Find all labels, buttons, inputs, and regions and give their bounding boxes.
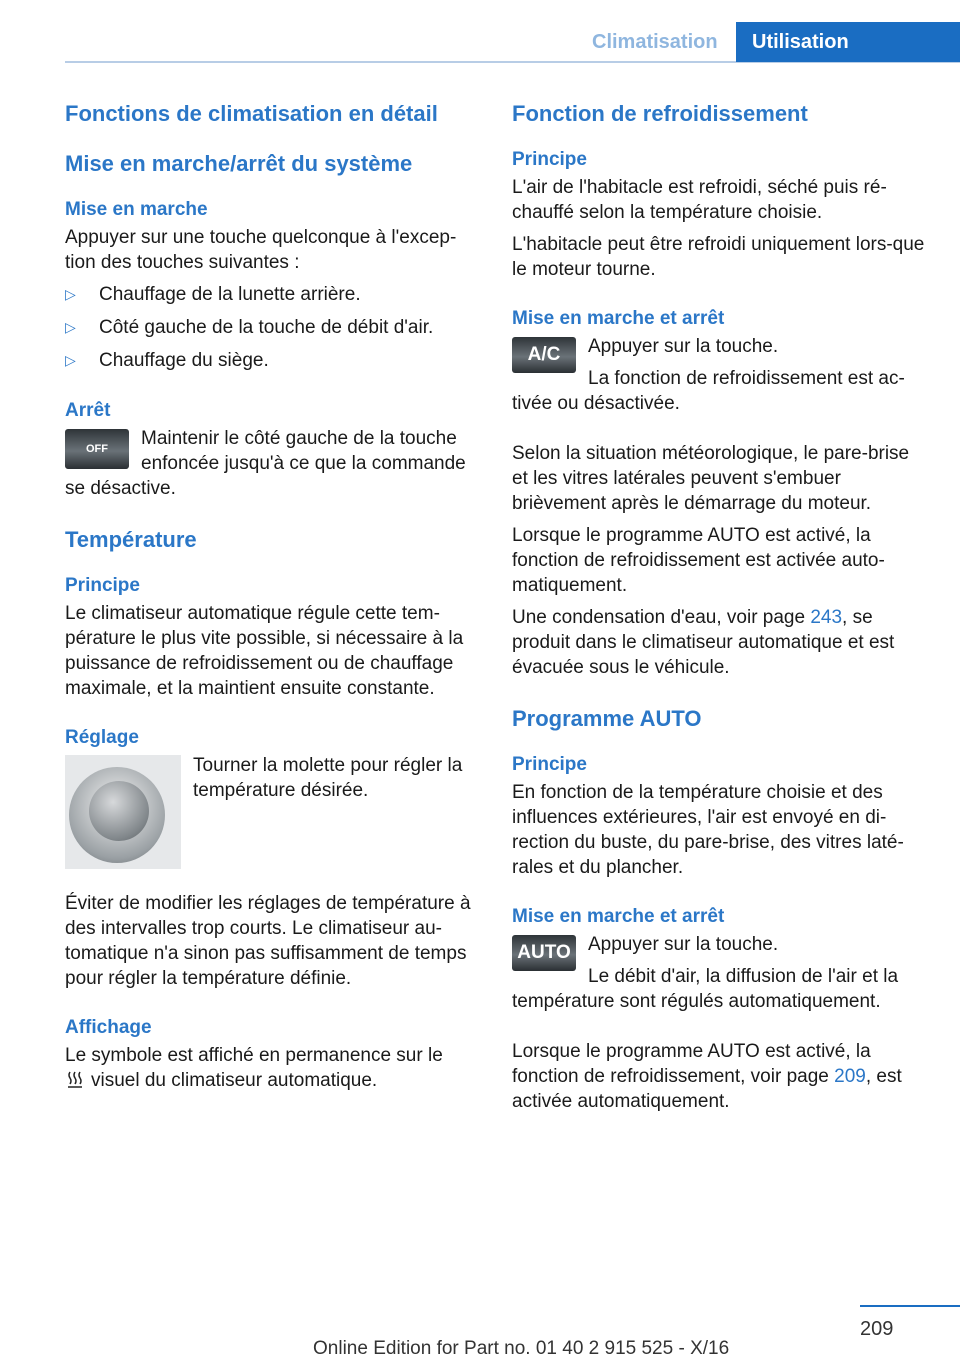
header-tab-active[interactable]: Utilisation — [736, 22, 960, 62]
triangle-bullet-icon: ▷ — [65, 286, 76, 302]
paragraph-principe: Le climatiseur automatique régule cette tem-pérature le plus vite possible, si nécessaire à la puissance de refroidissement ou de chauffage maximale, et la maintient ensuite constante. — [65, 603, 464, 699]
left-column — [65, 100, 480, 1100]
heading-temperature: Température — [65, 527, 197, 552]
list-item: ▷ Chauffage de la lunette arrière. — [65, 284, 361, 305]
subheading-affichage: Affichage — [65, 1017, 152, 1038]
auto-button-icon: AUTO — [512, 935, 576, 971]
reglage-instruction — [65, 753, 480, 873]
paragraph-affichage: Le symbole est affiché en permanence sur le visuel du climatiseur automatique. — [65, 1045, 443, 1091]
paragraph-auto: Appuyer sur la touche. — [588, 934, 779, 955]
subheading-reglage: Réglage — [65, 727, 139, 748]
footer-rule — [860, 1305, 960, 1307]
exception-list — [65, 282, 480, 373]
page-link-243[interactable]: 243 — [810, 607, 843, 628]
paragraph-auto-2: Le débit d'air, la diffusion de l'air et la température sont régulés automatiquement. — [512, 966, 899, 1012]
heat-symbol-icon — [67, 1070, 83, 1088]
subheading-onoff-ac: Mise en marche et arrêt — [512, 308, 725, 329]
right-column — [512, 100, 927, 1121]
triangle-bullet-icon: ▷ — [65, 319, 76, 335]
ac-instruction — [512, 334, 927, 423]
header-section[interactable]: Climatisation — [592, 31, 718, 53]
list-item: ▷ Chauffage du siège. — [65, 350, 269, 371]
off-instruction — [65, 426, 480, 508]
paragraph-5: Une condensation d'eau, voir page 243, se produit dans le climatiseur automatique et est évacuée sous le véhicule. — [512, 607, 895, 678]
subheading-principe-auto: Principe — [512, 754, 587, 775]
paragraph-eviter: Éviter de modifier les réglages de température à des intervalles trop courts. Le climatiseur au-tomatique n'a sinon pas suffisamment de temps pour régler la température définie. — [65, 893, 471, 989]
heading-auto: Programme AUTO — [512, 706, 702, 731]
ac-button-icon: A/C — [512, 337, 576, 373]
paragraph-7: Lorsque le programme AUTO est activé, la fonction de refroidissement, voir page 209, est activée automatiquement. — [512, 1041, 902, 1112]
paragraph-3: Selon la situation météorologique, le pare-brise et les vitres latérales peuvent s'embuer brièvement après le démarrage du moteur. — [512, 443, 910, 514]
paragraph-4: Lorsque le programme AUTO est activé, la fonction de refroidissement est activée auto-matiquement. — [512, 525, 885, 596]
paragraph-off: Maintenir le côté gauche de la touche enfoncée jusqu'à ce que la commande se désactive. — [65, 428, 466, 499]
paragraph-on: Appuyer sur une touche quelconque à l'excep-tion des touches suivantes : — [65, 227, 457, 273]
heading-onoff: Mise en marche/arrêt du système — [65, 151, 413, 176]
paragraph-1: L'air de l'habitacle est refroidi, séché puis ré-chauffé selon la température choisie. — [512, 177, 887, 223]
page-number: 209 — [860, 1318, 894, 1340]
page-link-209[interactable]: 209 — [834, 1066, 866, 1087]
paragraph-ac: Appuyer sur la touche. — [588, 336, 779, 357]
fan-off-button-icon: OFF — [65, 429, 129, 469]
subheading-principe-right: Principe — [512, 149, 587, 170]
triangle-bullet-icon: ▷ — [65, 352, 76, 368]
auto-instruction — [512, 932, 927, 1021]
paragraph-2: L'habitacle peut être refroidi uniquement lors-que le moteur tourne. — [512, 234, 925, 280]
paragraph-6: En fonction de la température choisie et des influences extérieures, l'air est envoyé en di-rection du buste, du pare-brise, des vitres laté-rales et du plancher. — [512, 782, 904, 878]
section-title: Fonctions de climatisation en détail — [65, 101, 438, 126]
heading-refroidissement: Fonction de refroidissement — [512, 101, 808, 126]
subheading-off: Arrêt — [65, 400, 111, 421]
subheading-principe: Principe — [65, 575, 140, 596]
subheading-onoff-auto: Mise en marche et arrêt — [512, 906, 725, 927]
temperature-knob-icon — [65, 755, 181, 869]
paragraph-reglage: Tourner la molette pour régler la température désirée. — [193, 755, 463, 801]
list-item: ▷ Côté gauche de la touche de débit d'air. — [65, 317, 434, 338]
paragraph-ac-2: La fonction de refroidissement est ac-tivée ou désactivée. — [512, 368, 905, 414]
edition-footer: Online Edition for Part no. 01 40 2 915 525 - X/16 — [313, 1338, 730, 1359]
subheading-on: Mise en marche — [65, 199, 208, 220]
